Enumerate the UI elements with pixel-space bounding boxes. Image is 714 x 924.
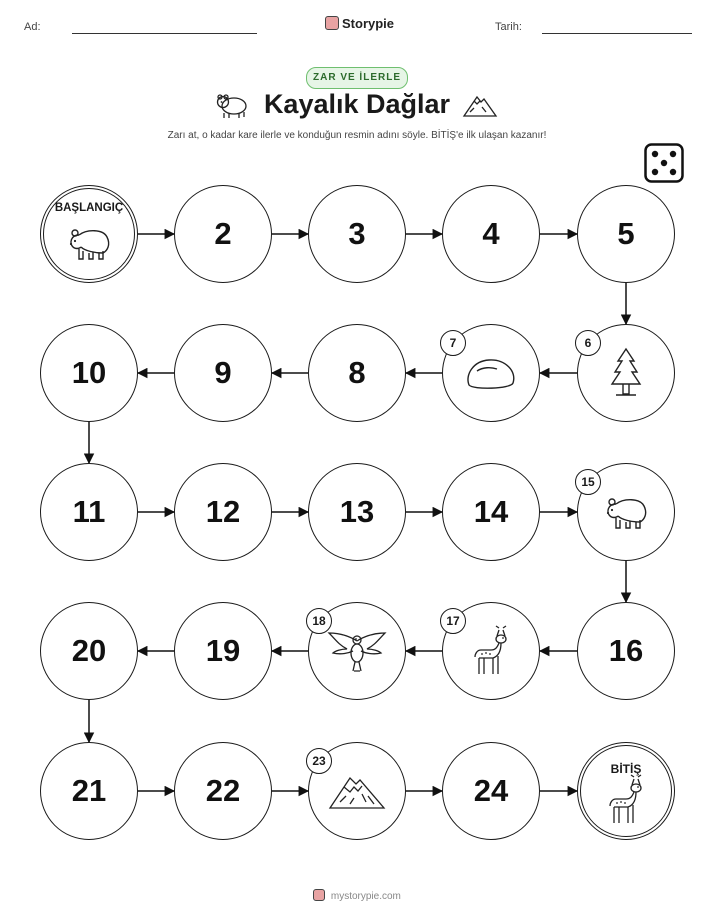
space-number: 19	[205, 633, 241, 668]
space-number: 10	[71, 355, 107, 390]
space-number: 2	[214, 216, 232, 251]
space-number-badge: 23	[306, 748, 332, 774]
finish-label: BİTİŞ	[610, 762, 642, 776]
board-space-7	[442, 324, 540, 422]
space-number-badge: 6	[575, 330, 601, 356]
space-number: 11	[72, 494, 106, 529]
board-space-11	[40, 463, 138, 561]
start-space	[40, 185, 138, 283]
space-number: 3	[348, 216, 366, 251]
bear-icon	[602, 492, 650, 532]
space-number: 14	[473, 494, 509, 529]
board-space-21	[40, 742, 138, 840]
board-space-22	[174, 742, 272, 840]
board-space-17	[442, 602, 540, 700]
board-space-8	[308, 324, 406, 422]
board-space-19	[174, 602, 272, 700]
space-number: 9	[214, 355, 232, 390]
finish-space	[577, 742, 675, 840]
space-number: 4	[482, 216, 500, 251]
deer-icon	[604, 773, 648, 827]
brand-name: Storypie	[342, 16, 395, 31]
space-number: 22	[205, 773, 241, 808]
board-space-10	[40, 324, 138, 422]
board-space-24	[442, 742, 540, 840]
space-number: 8	[348, 355, 366, 390]
deer-icon	[469, 624, 513, 678]
board-space-2	[174, 185, 272, 283]
board-space-5	[577, 185, 675, 283]
space-number: 13	[339, 494, 375, 529]
board-space-9	[174, 324, 272, 422]
space-number: 20	[71, 633, 107, 668]
bear-icon	[65, 223, 113, 263]
space-number-badge: 15	[575, 469, 601, 495]
page-title: Kayalık Dağlar	[263, 89, 451, 119]
space-number-badge: 7	[440, 330, 466, 356]
storypie-logo-icon	[313, 889, 325, 901]
instructions: Zarı at, o kadar kare ilerle ve konduğun resmin adını söyle. BİTİŞ'e ilk ulaşan kazanır!	[167, 130, 547, 141]
board-space-13	[308, 463, 406, 561]
space-number: 5	[617, 216, 635, 251]
board-space-12	[174, 463, 272, 561]
mountain-icon	[328, 770, 386, 812]
board-space-18	[308, 602, 406, 700]
board-space-15	[577, 463, 675, 561]
board-space-3	[308, 185, 406, 283]
start-label: BAŞLANGIÇ	[54, 202, 124, 214]
footer	[0, 889, 714, 902]
board-space-6	[577, 324, 675, 422]
rock-icon	[463, 353, 519, 393]
space-number: 16	[608, 633, 644, 668]
board-space-20	[40, 602, 138, 700]
date-label: Tarih:	[495, 21, 522, 33]
board-space-16	[577, 602, 675, 700]
space-number-badge: 18	[306, 608, 332, 634]
space-number: 12	[205, 494, 241, 529]
space-number: 24	[473, 773, 509, 808]
footer-url: mystorypie.com	[330, 891, 401, 902]
game-type-tag: ZAR VE İLERLE	[306, 67, 408, 89]
board-space-4	[442, 185, 540, 283]
board-space-14	[442, 463, 540, 561]
pine-tree-icon	[606, 346, 646, 400]
board-space-23	[308, 742, 406, 840]
eagle-icon	[325, 627, 389, 675]
name-label: Ad:	[24, 21, 41, 33]
space-number-badge: 17	[440, 608, 466, 634]
space-number: 21	[71, 773, 107, 808]
